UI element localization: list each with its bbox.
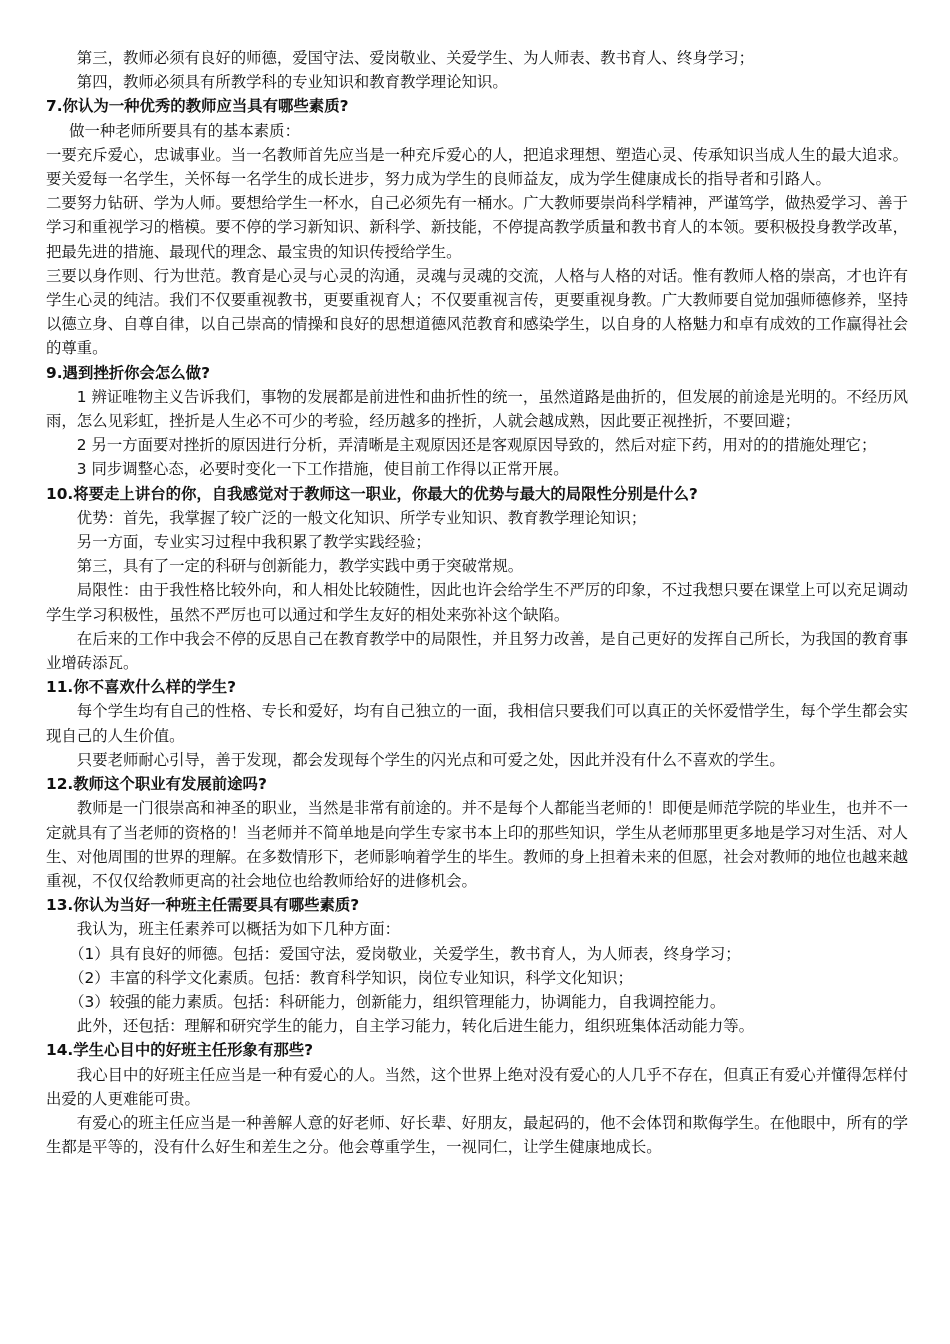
paragraph: 教师是一门很崇高和神圣的职业，当然是非常有前途的。并不是每个人都能当老师的！即便是师范学院的毕业生，也并不一定就具有了当老师的资格的！当老师并不简单地是向学生专家书本上印的那些知识，学生从老师那里更多地是学习对生活、对人生、对他周围的世界的理解。在多数情形下，老师影响着学生的毕生。教师的身上担着未来的但愿，社会对教师的地位也越来越重视，不仅仅给教师更高的社会地位也给教师给好的进修机会。 (46, 799, 908, 890)
paragraph: 局限性：由于我性格比较外向，和人相处比较随性，因此也许会给学生不严厉的印象，不过我想只要在课堂上可以充足调动学生学习积极性，虽然不严厉也可以通过和学生友好的相处来弥补这个缺陷。 (46, 581, 908, 624)
question-heading: 10.将要走上讲台的你，自我感觉对于教师这一职业，你最大的优势与最大的局限性分别是什么? (46, 484, 698, 503)
paragraph: 我认为，班主任素养可以概括为如下几种方面： (76, 920, 401, 939)
paragraph: 二要努力钻研、学为人师。要想给学生一杯水，自己必须先有一桶水。广大教师要崇尚科学精神，严谨笃学，做热爱学习、善于学习和重视学习的楷模。要不停的学习新知识、新科学、新技能，不停提高教学质量和教书育人的本领。要积极投身教学改革，把最先进的措施、最现代的理念、最宝贵的知识传授给学生。 (46, 194, 908, 261)
paragraph: 第四，教师必须具有所教学科的专业知识和教育教学理论知识。 (76, 73, 508, 92)
paragraph: 1 辨证唯物主义告诉我们，事物的发展都是前进性和曲折性的统一，虽然道路是曲折的，但发展的前途是光明的。不经历风雨，怎么见彩虹，挫折是人生必不可少的考验，经历越多的挫折，人就会越成熟，因此要正视挫折，不要回避； (46, 387, 908, 431)
paragraph: 第三，教师必须有良好的师德，爱国守法、爱岗敬业、关爱学生、为人师表、教书育人、终身学习； (76, 49, 754, 67)
question-heading: 7.你认为一种优秀的教师应当具有哪些素质? (46, 97, 349, 116)
question-heading: 13.你认为当好一种班主任需要具有哪些素质? (46, 896, 360, 915)
paragraph: 每个学生均有自己的性格、专长和爱好，均有自己独立的一面，我相信只要我们可以真正的关怀爱惜学生，每个学生都会实现自己的人生价值。 (46, 702, 908, 745)
paragraph: 优势：首先，我掌握了较广泛的一般文化知识、所学专业知识、教育教学理论知识； (76, 508, 647, 527)
paragraph: （3）较强的能力素质。包括：科研能力，创新能力，组织管理能力，协调能力，自我调控能力。 (69, 992, 726, 1011)
paragraph: （1）具有良好的师德。包括：爱国守法，爱岗敬业，关爱学生，教书育人，为人师表，终身学习； (69, 944, 741, 963)
paragraph: 在后来的工作中我会不停的反思自己在教育教学中的局限性，并且努力改善，是自己更好的发挥自己所长，为我国的教育事业增砖添瓦。 (46, 629, 908, 673)
document-body (46, 46, 908, 1159)
question-heading: 12.教师这个职业有发展前途吗? (46, 775, 267, 794)
question-heading: 9.遇到挫折你会怎么做? (46, 363, 210, 382)
paragraph: 2 另一方面要对挫折的原因进行分析，弄清晰是主观原因还是客观原因导致的，然后对症下药，用对的的措施处理它； (76, 436, 877, 455)
paragraph: 有爱心的班主任应当是一种善解人意的好老师、好长辈、好朋友，最起码的，他不会体罚和欺侮学生。在他眼中，所有的学生都是平等的，没有什么好生和差生之分。他会尊重学生，一视同仁，让学生健康地成长。 (46, 1113, 908, 1157)
paragraph: 另一方面，专业实习过程中我积累了教学实践经验； (76, 533, 431, 552)
paragraph: 做一种老师所要具有的基本素质： (69, 121, 300, 140)
paragraph: 此外，还包括：理解和研究学生的能力，自主学习能力，转化后进生能力，组织班集体活动能力等。 (76, 1017, 754, 1036)
paragraph: 第三，具有了一定的科研与创新能力，教学实践中勇于突破常规。 (76, 557, 524, 576)
paragraph: 3 同步调整心态，必要时变化一下工作措施，使目前工作得以正常开展。 (76, 460, 569, 479)
paragraph: 三要以身作则、行为世范。教育是心灵与心灵的沟通，灵魂与灵魂的交流，人格与人格的对话。惟有教师人格的崇高，才也许有学生心灵的纯洁。我们不仅要重视教书，更要重视育人；不仅要重视言传，更要重视身教。广大教师要自觉加强师德修养，坚持以德立身、自尊自律，以自己崇高的情操和良好的思想道德风范教育和感染学生，以自身的人格魅力和卓有成效的工作赢得社会的尊重。 (46, 266, 908, 358)
paragraph: （2）丰富的科学文化素质。包括：教育科学知识，岗位专业知识，科学文化知识； (69, 968, 633, 987)
paragraph: 只要老师耐心引导，善于发现，都会发现每个学生的闪光点和可爱之处，因此并没有什么不喜欢的学生。 (76, 750, 785, 769)
question-heading: 14.学生心目中的好班主任形象有那些? (46, 1041, 314, 1060)
question-heading: 11.你不喜欢什么样的学生? (46, 678, 237, 697)
paragraph: 我心目中的好班主任应当是一种有爱心的人。当然，这个世界上绝对没有爱心的人几乎不存在，但真正有爱心并懂得怎样付出爱的人更难能可贵。 (46, 1065, 908, 1108)
paragraph: 一要充斥爱心，忠诚事业。当一名教师首先应当是一种充斥爱心的人，把追求理想、塑造心灵、传承知识当成人生的最大追求。要关爱每一名学生，关怀每一名学生的成长进步，努力成为学生的良师益友，成为学生健康成长的指导者和引路人。 (46, 145, 908, 189)
